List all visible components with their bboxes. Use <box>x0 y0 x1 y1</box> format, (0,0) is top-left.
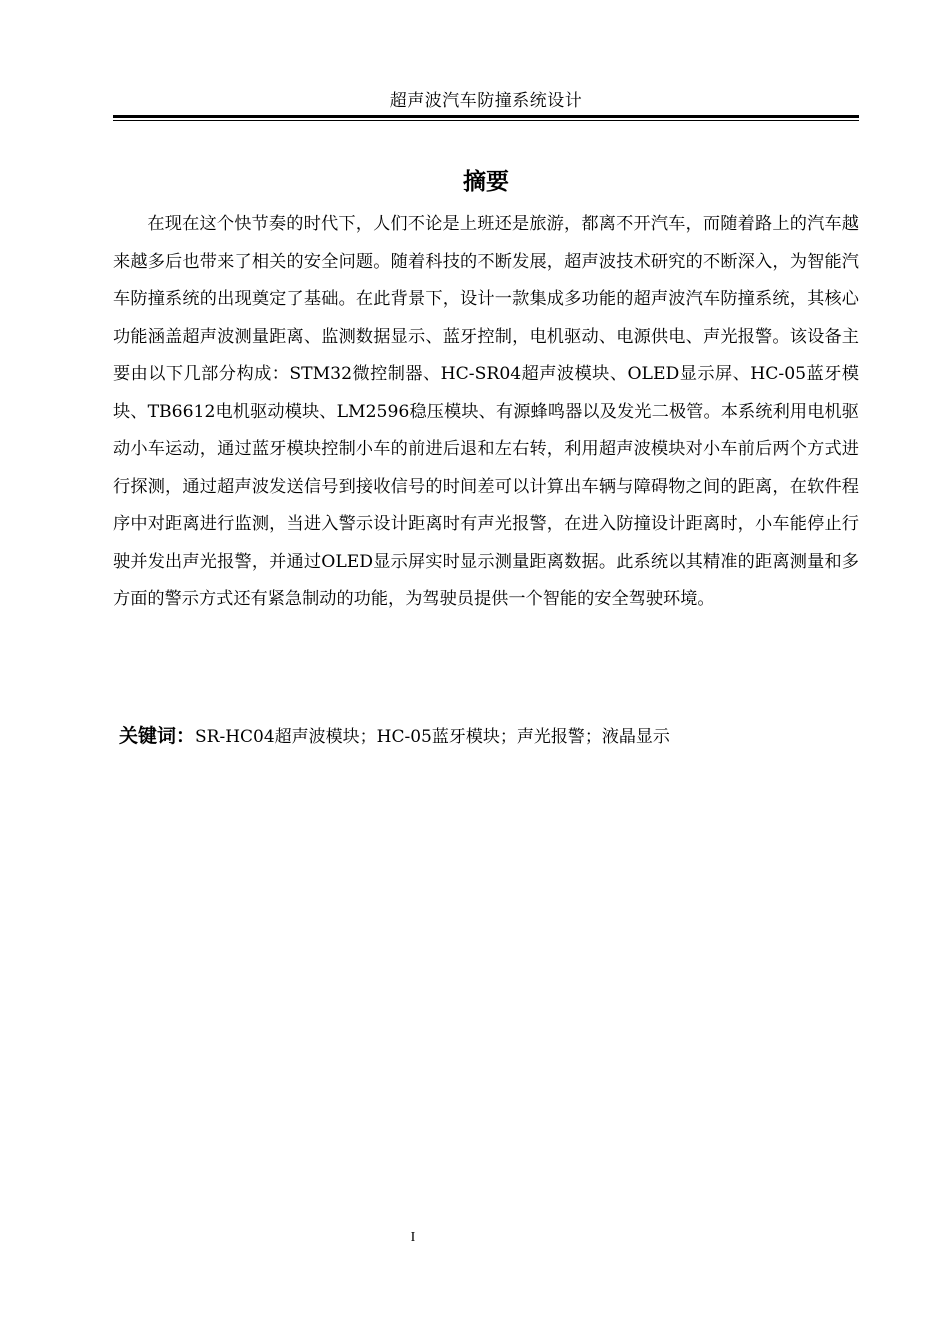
header-rule-thin <box>113 120 859 121</box>
abstract-heading: 摘要 <box>463 169 509 195</box>
running-header: 超声波汽车防撞系统设计 <box>389 91 583 111</box>
header-rule-thick <box>113 115 859 118</box>
keywords-value: SR-HC04超声波模块；HC-05蓝牙模块；声光报警；液晶显示 <box>195 727 670 747</box>
abstract-body: 在现在这个快节奏的时代下，人们不论是上班还是旅游，都离不开汽车，而随着路上的汽车越来越多后也带来了相关的安全问题。随着科技的不断发展，超声波技术研究的不断深入，为智能汽车防撞系统的出现奠定了基础。在此背景下，设计一款集成多功能的超声波汽车防撞系统，其核心功能涵盖超声波测量距离、监测数据显示、蓝牙控制，电机驱动、电源供电、声光报警。该设备主要由以下几部分构成：STM32微控制器、HC-SR04超声波模块、OLED显示屏、HC-05蓝牙模块、TB6612电机驱动模块、LM2596稳压模块、有源蜂鸣器以及发光二极管。本系统利用电机驱动小车运动，通过蓝牙模块控制小车的前进后退和左右转，利用超声波模块对小车前后两个方式进行探测，通过超声波发送信号到接收信号的时间差可以计算出车辆与障碍物之间的距离，在软件程序中对距离进行监测，当进入警示设计距离时有声光报警，在进入防撞设计距离时，小车能停止行驶并发出声光报警，并通过OLED显示屏实时显示测量距离数据。此系统以其精准的距离测量和多方面的警示方式还有紧急制动的功能，为驾驶员提供一个智能的安全驾驶环境。 <box>113 214 859 609</box>
keywords-line <box>113 719 865 754</box>
page-number: I <box>410 1230 416 1245</box>
keywords-label: 关键词： <box>119 725 196 747</box>
